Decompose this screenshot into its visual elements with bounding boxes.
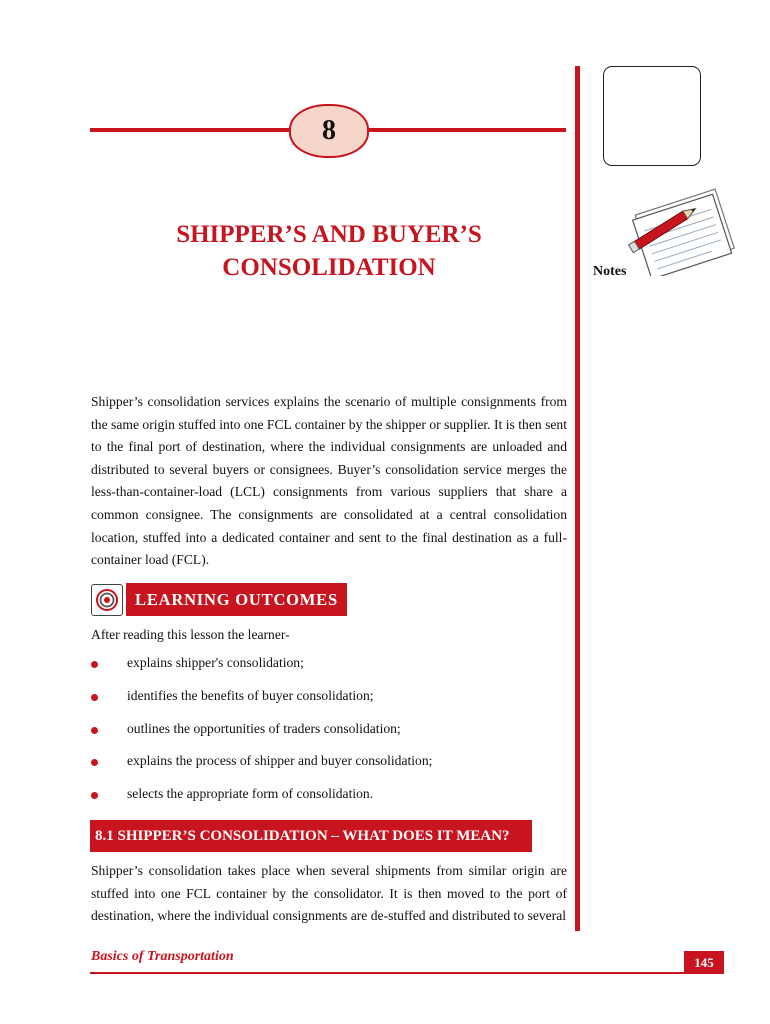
chapter-title-line-1: SHIPPER’S AND BUYER’S bbox=[176, 221, 482, 248]
footer-book-title: Basics of Transportation bbox=[91, 949, 234, 964]
page-number: 145 bbox=[694, 954, 714, 970]
list-item bbox=[91, 753, 561, 786]
learning-outcomes-list bbox=[91, 655, 561, 819]
outcome-text: outlines the opportunities of traders consolidation; bbox=[127, 720, 401, 736]
bullet-icon bbox=[91, 759, 98, 766]
outcome-text: selects the appropriate form of consolidation. bbox=[127, 786, 374, 802]
intro-paragraph: Shipper’s consolidation services explains the scenario of multiple consignments from the same origin stuffed into one FCL container by the shipper or supplier. It is then sent to the final port of destination, where the individual consignments are unloaded and distributed to several buyers or consignees. Buyer’s consolidation service merges the less-than-container-load (LCL) consignments from various suppliers that share a common consignee. The consignments are consolidated at a central consolidation location, stuffed into a dedicated container and sent to the final destination as a full-container load (FCL). bbox=[91, 394, 567, 568]
outcome-text: identifies the benefits of buyer consolidation; bbox=[127, 687, 374, 703]
page-number-badge bbox=[684, 951, 724, 974]
target-icon bbox=[91, 584, 123, 616]
notes-label: Notes bbox=[593, 264, 627, 279]
chapter-number: 8 bbox=[322, 115, 336, 146]
bullet-icon bbox=[91, 661, 98, 668]
list-item bbox=[91, 688, 561, 721]
learning-outcomes-heading bbox=[126, 583, 347, 616]
chapter-rule-left bbox=[90, 128, 300, 132]
bullet-icon bbox=[91, 727, 98, 734]
notes-box bbox=[603, 66, 701, 166]
list-item bbox=[91, 655, 561, 688]
chapter-number-badge bbox=[289, 104, 369, 158]
learning-outcomes-intro: After reading this lesson the learner- bbox=[91, 627, 290, 642]
outcome-text: explains the process of shipper and buyer consolidation; bbox=[127, 753, 433, 769]
bullet-icon bbox=[91, 694, 98, 701]
learning-outcomes-heading-text: LEARNING OUTCOMES bbox=[135, 589, 338, 609]
section-heading: 8.1 SHIPPER’S CONSOLIDATION – WHAT DOES IT MEAN? bbox=[90, 820, 532, 852]
margin-divider bbox=[575, 66, 580, 931]
notebook-pencil-icon bbox=[624, 180, 736, 276]
chapter-rule-right bbox=[356, 128, 566, 132]
section-paragraph: Shipper’s consolidation takes place when several shipments from similar origin are stuffed into one FCL container by the consolidator. It is then moved to the port of destination, where the individual consignments are de-stuffed and distributed to several bbox=[91, 863, 567, 924]
bullet-icon bbox=[91, 792, 98, 799]
chapter-title-line-2: CONSOLIDATION bbox=[222, 254, 436, 281]
chapter-title bbox=[90, 218, 568, 284]
list-item bbox=[91, 721, 561, 754]
footer-rule bbox=[90, 972, 724, 974]
outcome-text: explains shipper's consolidation; bbox=[127, 655, 304, 670]
list-item bbox=[91, 786, 561, 819]
